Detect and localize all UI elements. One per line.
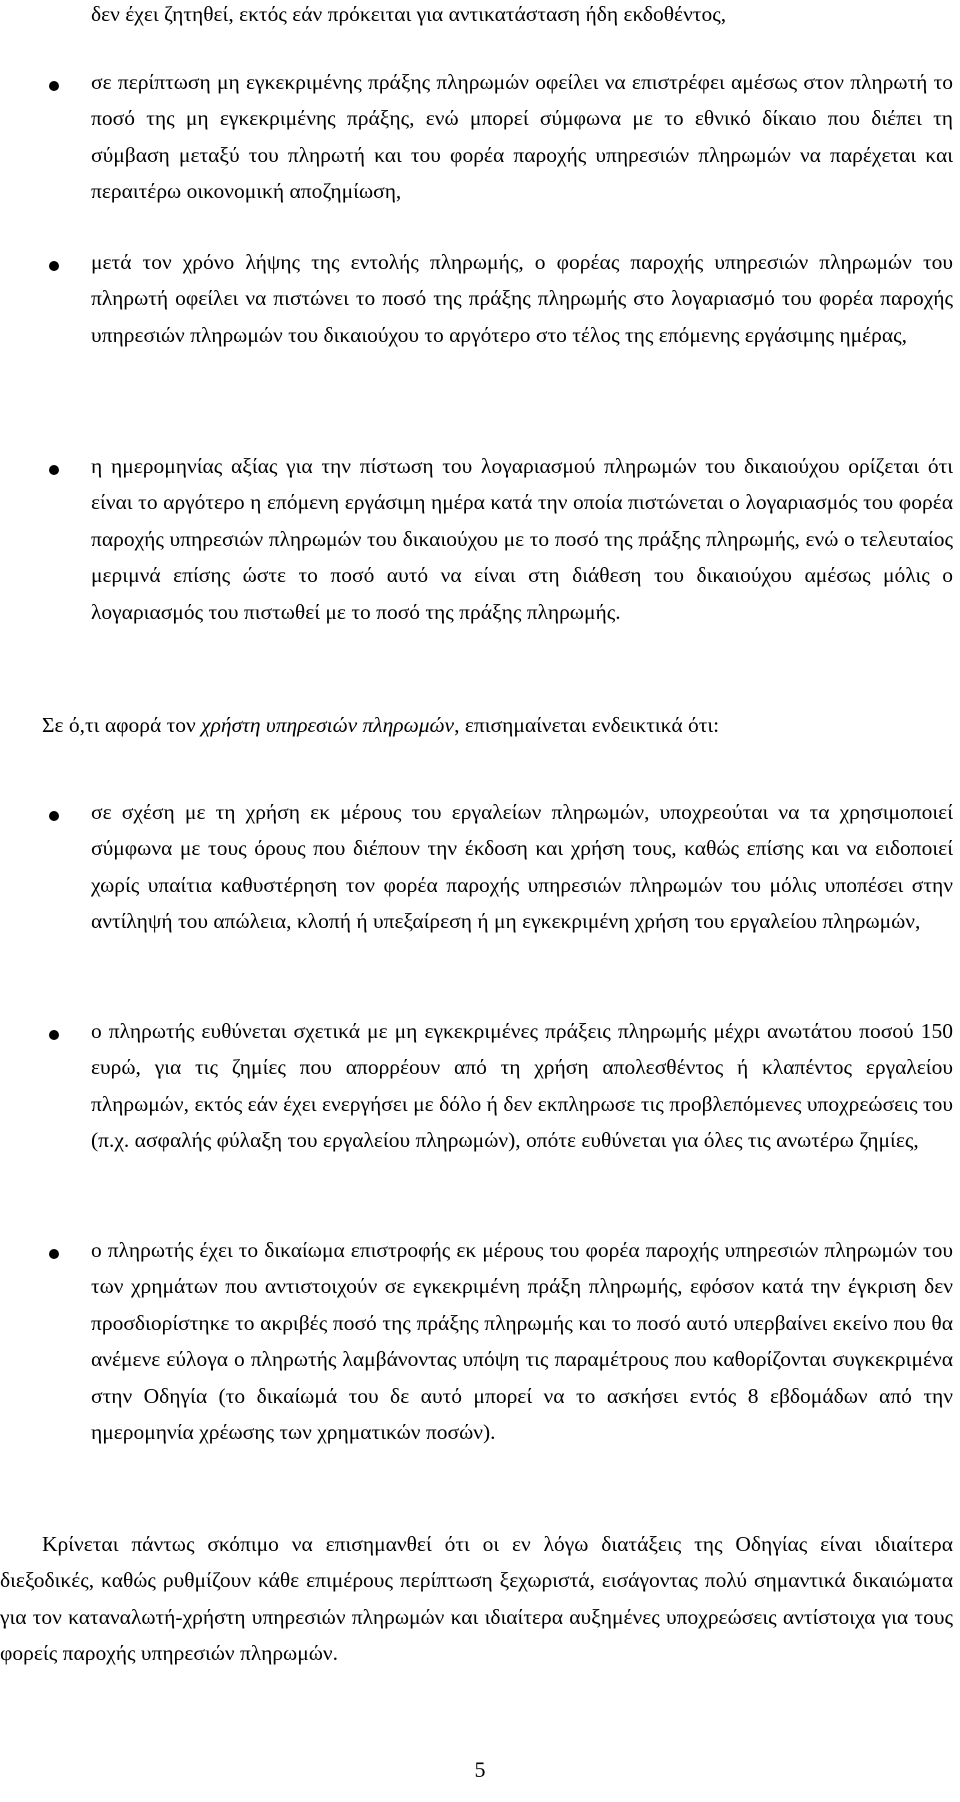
bullet-icon (49, 1030, 59, 1040)
page-number: 5 (474, 1757, 486, 1782)
bullet-icon (49, 1249, 59, 1259)
list-item-text: σε περίπτωση μη εγκεκριμένης πράξης πληρωμών οφείλει να επιστρέφει αμέσως στον πληρωτή το ποσό της μη εγκεκριμένης πράξης, ενώ μπορεί σύμφωνα με το εθνικό δίκαιο που διέπει τη σύμβαση μεταξύ του πληρωτή και του φορέα παροχής υπηρεσιών πληρωμών να παρέχεται και περαιτέρω οικονομική αποζημίωση, (91, 70, 953, 204)
conclusion-paragraph: Κρίνεται πάντως σκόπιμο να επισημανθεί ότι οι εν λόγω διατάξεις της Οδηγίας είναι ιδιαίτερα διεξοδικές, καθώς ρυθμίζουν κάθε επιμέρους περίπτωση ξεχωριστά, εισάγοντας πολύ σημαντικά δικαιώματα για τον καταναλωτή-χρήστη υπηρεσιών πληρωμών και ιδιαίτερα αυξημένες υποχρεώσεις αντίστοιχα για τους φορείς παροχής υπηρεσιών πληρωμών. (0, 1532, 953, 1666)
intro-text-before: Σε ό,τι αφορά τον (42, 713, 202, 737)
list-item (91, 64, 953, 210)
intro-emphasis: χρήστη υπηρεσιών πληρωμών (201, 713, 455, 737)
bullet-icon (49, 465, 59, 475)
list-item-text: δεν έχει ζητηθεί, εκτός εάν πρόκειται για αντικατάσταση ήδη εκδοθέντος, (91, 2, 727, 26)
list-item (91, 794, 953, 940)
list-item-text: σε σχέση με τη χρήση εκ μέρους του εργαλείων πληρωμών, υποχρεούται να τα χρησιμοποιεί σύμφωνα με τους όρους που διέπουν την έκδοση και χρήση τους, καθώς επίσης και να ειδοποιεί χωρίς υπαίτια καθυστέρηση τον φορέα παροχής υπηρεσιών πληρωμών του μόλις υποπέσει στην αντίληψή του απώλεια, κλοπή ή υπεξαίρεση ή μη εγκεκριμένη χρήση του εργαλείου πληρωμών, (91, 800, 953, 934)
bullet-icon (49, 81, 59, 91)
list-item (91, 244, 953, 353)
list-item-text: ο πληρωτής ευθύνεται σχετικά με μη εγκεκριμένες πράξεις πληρωμής μέχρι ανωτάτου ποσού 150 ευρώ, για τις ζημίες που απορρέουν από τη χρήση απολεσθέντος ή κλαπέντος εργαλείου πληρωμών, εκτός εάν έχει ενεργήσει με δόλο ή δεν εκπληρωσε τις προβλεπόμενες υποχρεώσεις του (π.χ. ασφαλής φύλαξη του εργαλείου πληρωμών), οπότε ευθύνεται για όλες τις ανωτέρω ζημίες, (91, 1019, 953, 1153)
bullet-icon (49, 261, 59, 271)
list-item (91, 448, 953, 630)
intro-text-after: , επισημαίνεται ενδεικτικά ότι: (454, 713, 720, 737)
list-item (91, 1232, 953, 1450)
list-item (91, 1013, 953, 1159)
list-item-text: μετά τον χρόνο λήψης της εντολής πληρωμής, ο φορέας παροχής υπηρεσιών πληρωμών του πληρωτή οφείλει να πιστώνει το ποσό της πράξης πληρωμής στο λογαριασμό του φορέα παροχής υπηρεσιών πληρωμών του δικαιούχου το αργότερο στο τέλος της επόμενης εργάσιμης ημέρας, (91, 250, 953, 347)
list-item-text: ο πληρωτής έχει το δικαίωμα επιστροφής εκ μέρους του φορέα παροχής υπηρεσιών πληρωμών του των χρημάτων που αντιστοιχούν σε εγκεκριμένη πράξη πληρωμής, εφόσον κατά την έγκριση δεν προσδιορίστηκε το ακριβές ποσό της πράξης πληρωμής και το ποσό αυτό υπερβαίνει εκείνο που θα ανέμενε εύλογα ο πληρωτής λαμβάνοντας υπόψη τις παραμέτρους που καθορίζονται συγκεκριμένα στην Οδηγία (το δικαίωμά του δε αυτό μπορεί να το ασκήσει εντός 8 εβδομάδων από την ημερομηνία χρέωσης των χρηματικών ποσών). (91, 1238, 953, 1445)
list-item-continued (91, 0, 953, 32)
user-intro-paragraph (0, 707, 953, 743)
list-item-text: η ημερομηνίας αξίας για την πίστωση του λογαριασμού πληρωμών του δικαιούχου ορίζεται ότι είναι το αργότερο η επόμενη εργάσιμη ημέρα κατά την οποία πιστώνεται ο λογαριασμός του φορέα παροχής υπηρεσιών πληρωμών του δικαιούχου με το ποσό της πράξης πληρωμής, ενώ ο τελευταίος μεριμνά επίσης ώστε το ποσό αυτό να είναι στη διάθεση του δικαιούχου αμέσως μόλις ο λογαριασμός του πιστωθεί με το ποσό της πράξης πληρωμής. (91, 454, 953, 624)
bullet-icon (49, 811, 59, 821)
